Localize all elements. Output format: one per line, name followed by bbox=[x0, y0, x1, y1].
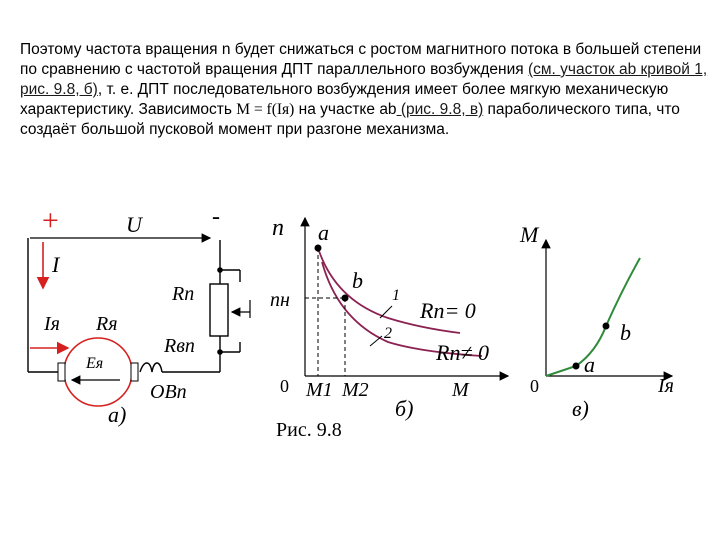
origin-label-c: 0 bbox=[530, 376, 539, 396]
minus-label: - bbox=[212, 204, 220, 230]
current-label: I bbox=[52, 252, 60, 277]
torque-point-a-label: a bbox=[584, 352, 595, 377]
figure-link-torque-curve[interactable]: (рис. 9.8, в) bbox=[396, 101, 484, 118]
series-winding-coil bbox=[140, 363, 162, 372]
torque-formula: M = f(Iя) bbox=[236, 101, 295, 118]
torque-characteristic-plot bbox=[519, 222, 674, 421]
panel-a-label: а) bbox=[108, 402, 127, 427]
emf-label: Eя bbox=[86, 355, 104, 372]
rheostat-label: Rп bbox=[172, 283, 195, 305]
voltage-label: U bbox=[126, 212, 142, 237]
torque-axis-label: M bbox=[520, 222, 539, 247]
n-rated-label: nн bbox=[270, 289, 290, 311]
panel-c-label: в) bbox=[572, 396, 589, 421]
panel-b-label: б) bbox=[395, 396, 414, 421]
point-a-label: a bbox=[318, 220, 329, 245]
armature-circle bbox=[64, 338, 132, 406]
series-winding-label: OBп bbox=[150, 381, 187, 403]
speed-characteristic-plot bbox=[270, 215, 508, 421]
plus-label: + bbox=[40, 204, 61, 237]
rheostat-resistor bbox=[210, 284, 228, 336]
torque-point-b-marker bbox=[603, 323, 610, 330]
curve-2-label: Rп≠ 0 bbox=[436, 340, 490, 365]
curve-1-label: Rп= 0 bbox=[420, 298, 476, 323]
m-axis-label: M bbox=[452, 379, 469, 401]
armature-resistor-label: Rя bbox=[96, 313, 118, 335]
torque-point-b-label: b bbox=[620, 320, 631, 345]
curve-1-number: 1 bbox=[392, 287, 400, 304]
paragraph-text-2: , т. е. ДПТ последовательного возбуждения имеет более мягкую механическую характеристику. Зависимость bbox=[20, 81, 669, 118]
paragraph-text-3: на участке ab bbox=[294, 101, 397, 118]
paragraph-text-1: Поэтому частота вращения n будет снижаться с ростом магнитного потока в большей степени по сравнению с частотой вращения ДПТ параллельного возбуждения bbox=[20, 41, 702, 78]
curve-2-number: 2 bbox=[384, 325, 392, 342]
point-b-label: b bbox=[352, 268, 363, 293]
m2-label: M2 bbox=[342, 379, 369, 401]
paragraph-text-4: параболического типа, что создаёт большой пусковой момент при разгоне механизма. bbox=[20, 101, 680, 138]
circuit-diagram bbox=[28, 204, 250, 427]
origin-label-b: 0 bbox=[280, 376, 289, 396]
torque-point-a-marker bbox=[573, 363, 580, 370]
start-resistor-label: Rвп bbox=[164, 335, 195, 357]
figure-caption: Рис. 9.8 bbox=[276, 419, 342, 441]
m1-label: M1 bbox=[306, 379, 333, 401]
figure-link-ab-curve[interactable]: (см. участок ab кривой 1, рис. 9.8, б) bbox=[20, 61, 708, 98]
n-axis-label: n bbox=[272, 215, 284, 241]
armature-current-label: Iя bbox=[44, 313, 60, 335]
current-axis-label: Iя bbox=[658, 375, 674, 397]
